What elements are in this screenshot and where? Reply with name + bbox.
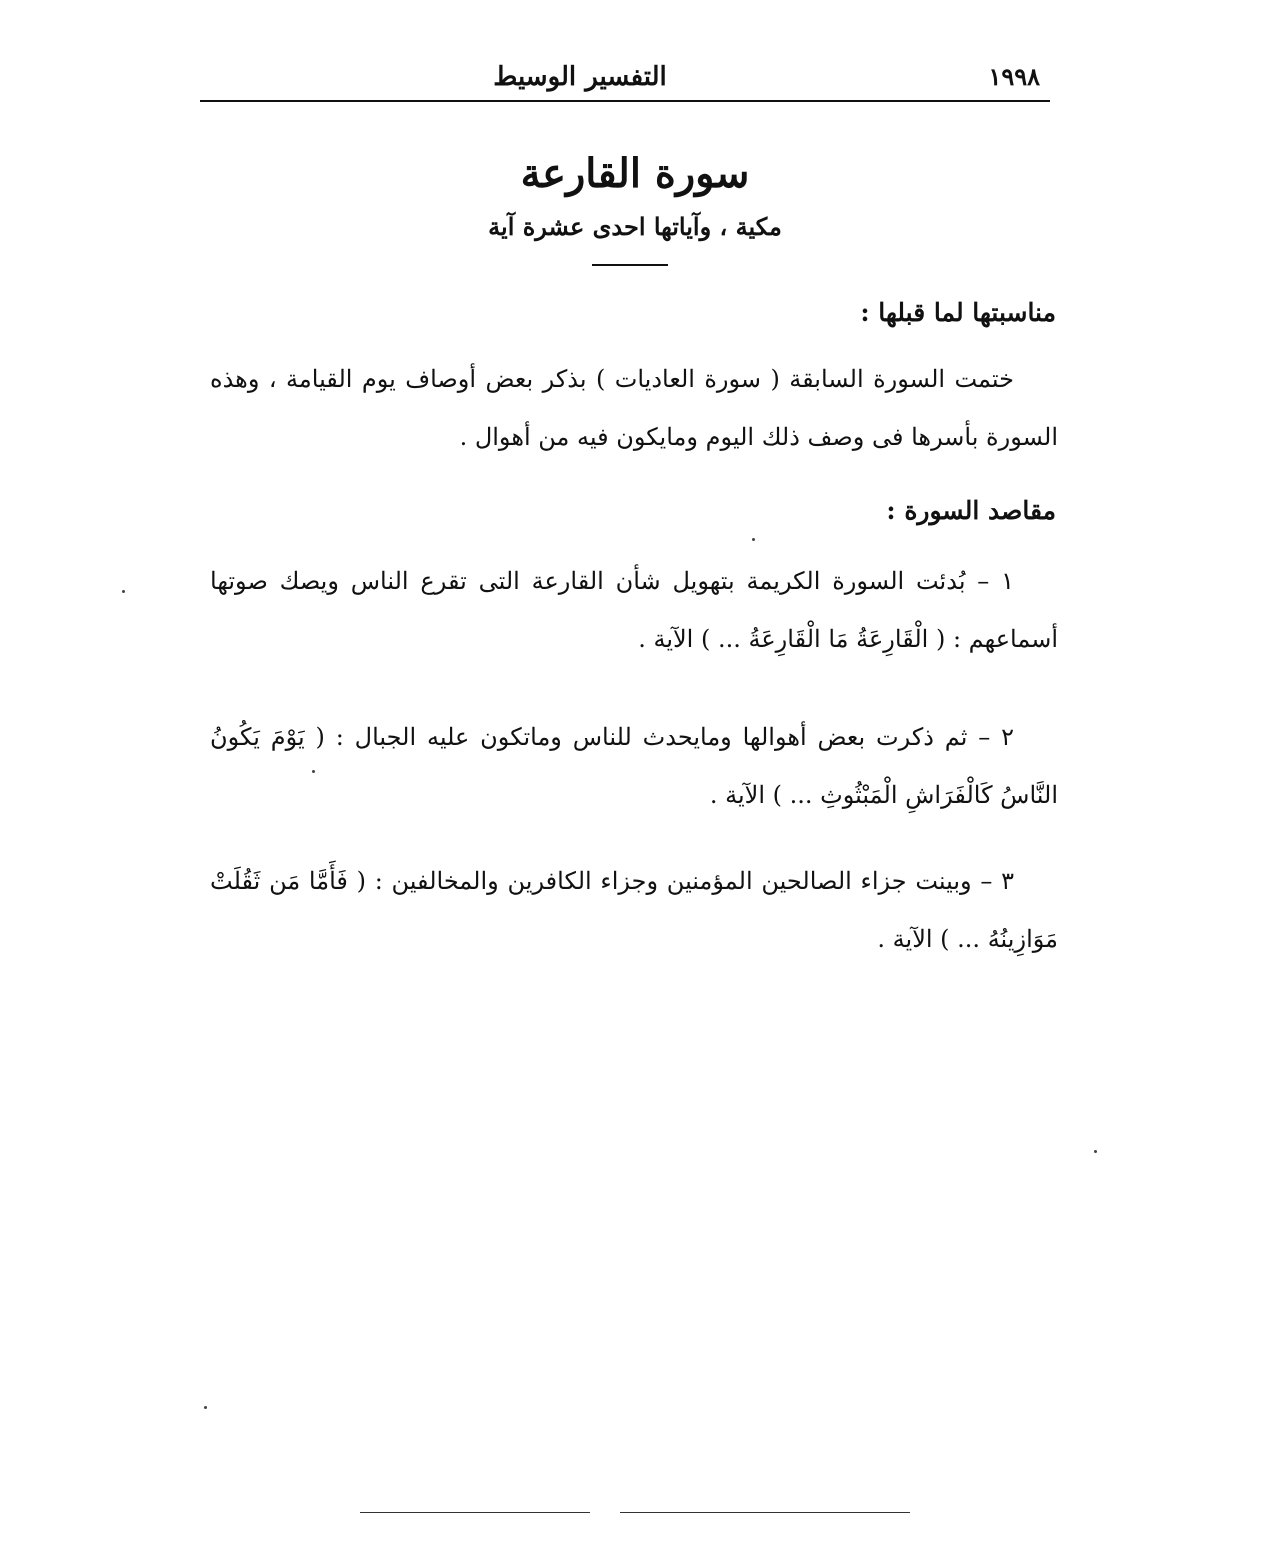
- aim-item-1: [210, 552, 1058, 668]
- title-divider: [592, 264, 668, 266]
- aim-item-2-text: ٢ – ثم ذكرت بعض أهوالها ومايحدث للناس وماتكون عليه الجبال : ( يَوْمَ يَكُونُ النَّاسُ كَالْفَرَاشِ الْمَبْثُوثِ ... ) الآية .: [210, 723, 1058, 809]
- relation-text: ختمت السورة السابقة ( سورة العاديات ) بذكر بعض أوصاف يوم القيامة ، وهذه السورة بأسرها فى وصف ذلك اليوم ومايكون فيه من أهوال .: [210, 365, 1058, 451]
- aims-heading: مقاصد السورة :: [886, 496, 1056, 525]
- running-title: التفسير الوسيط: [493, 62, 667, 92]
- aim-item-1-text: ١ – بُدئت السورة الكريمة بتهويل شأن القارعة التى تقرع الناس ويصك صوتها أسماعهم : ( الْقَارِعَةُ مَا الْقَارِعَةُ ... ) الآية .: [210, 567, 1058, 653]
- surah-subtitle: مكية ، وآياتها احدى عشرة آية: [488, 212, 782, 241]
- header-rule: [200, 100, 1050, 102]
- footer-rule-right: [620, 1512, 910, 1513]
- page-header: [200, 58, 1050, 100]
- scan-speck: [204, 1406, 207, 1409]
- relation-paragraph: [210, 350, 1058, 466]
- aim-item-2: [210, 708, 1058, 824]
- aim-item-3: [210, 852, 1058, 968]
- scan-speck: [312, 770, 315, 773]
- aim-item-3-text: ٣ – وبينت جزاء الصالحين المؤمنين وجزاء الكافرين والمخالفين : ( فَأَمَّا مَن ثَقُلَتْ مَوَازِينُهُ ... ) الآية .: [210, 867, 1058, 953]
- scan-speck: [122, 590, 125, 593]
- relation-heading: مناسبتها لما قبلها :: [860, 298, 1056, 327]
- surah-title: سورة القارعة: [520, 150, 750, 197]
- footer-rule-left: [360, 1512, 590, 1513]
- page-number: ١٩٩٨: [988, 62, 1040, 91]
- scan-speck: [1094, 1150, 1097, 1153]
- scan-speck: [752, 538, 755, 541]
